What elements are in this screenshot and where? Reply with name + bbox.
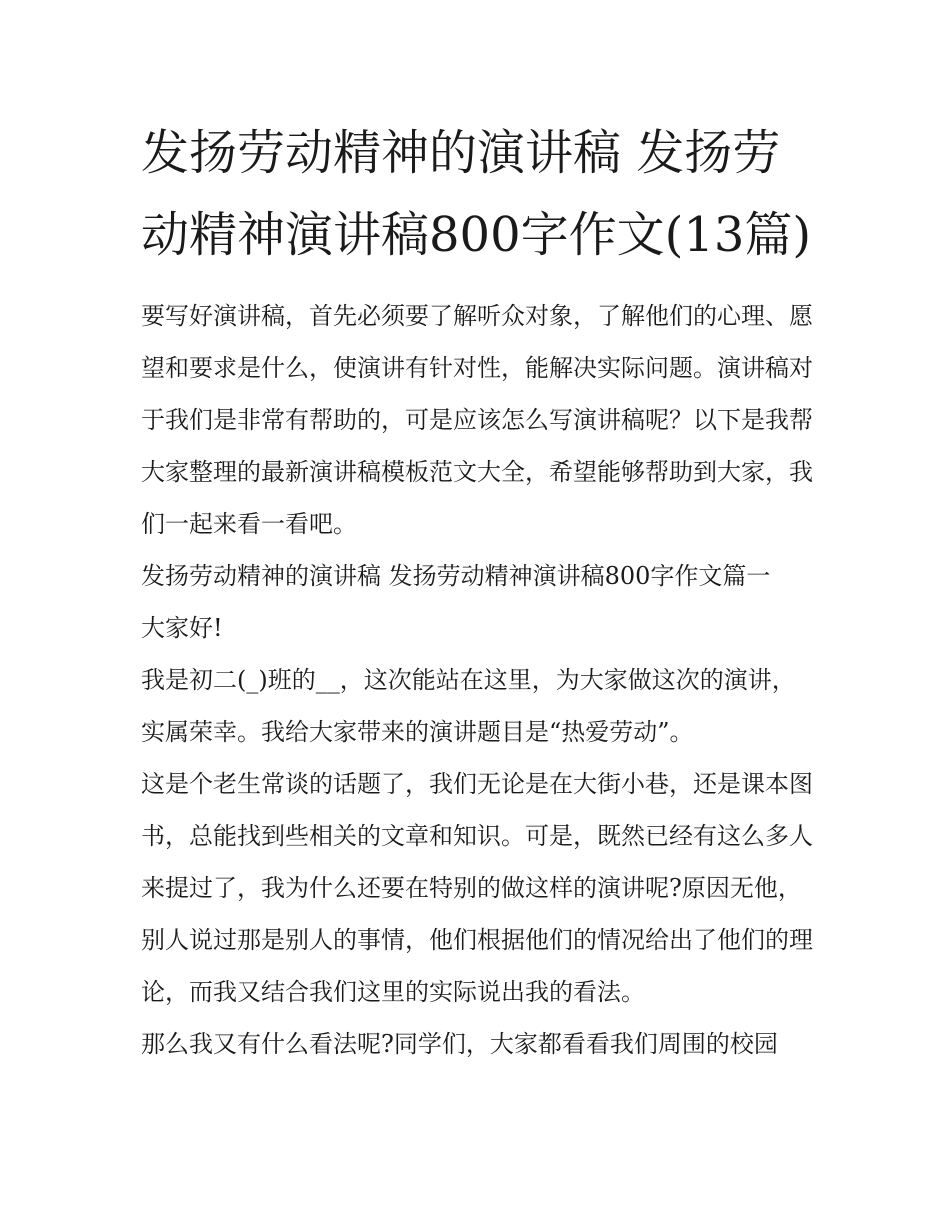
intro-paragraph: 要写好演讲稿，首先必须要了解听众对象，了解他们的心理、愿望和要求是什么，使演讲有针对性，能解决实际问题。演讲稿对于我们是非常有帮助的，可是应该怎么写演讲稿呢？以下是我帮大家整理的最新演讲稿模板范文大全，希望能够帮助到大家，我们一起来看一看吧。 <box>141 302 813 538</box>
section-heading: 发扬劳动精神的演讲稿 发扬劳动精神演讲稿800字作文篇一 <box>141 562 771 590</box>
body-paragraph: 这是个老生常谈的话题了，我们无论是在大街小巷，还是课本图书，总能找到些相关的文章和知识。可是，既然已经有这么多人来提过了，我为什么还要在特别的做这样的演讲呢?原因无他，别人说过那是别人的事情，他们根据他们的情况给出了他们的理论，而我又结合我们这里的实际说出我的看法。 <box>141 770 813 1006</box>
document-page <box>141 112 813 1070</box>
greeting-paragraph: 大家好! <box>141 614 223 642</box>
body-paragraph: 那么我又有什么看法呢?同学们，大家都看看我们周围的校园 <box>141 1030 778 1058</box>
document-title: 发扬劳动精神的演讲稿 发扬劳动精神演讲稿800字作文(13篇) <box>141 125 812 263</box>
body-paragraph: 我是初二(_)班的__，这次能站在这里，为大家做这次的演讲，实属荣幸。我给大家带来的演讲题目是“热爱劳动”。 <box>141 666 796 746</box>
